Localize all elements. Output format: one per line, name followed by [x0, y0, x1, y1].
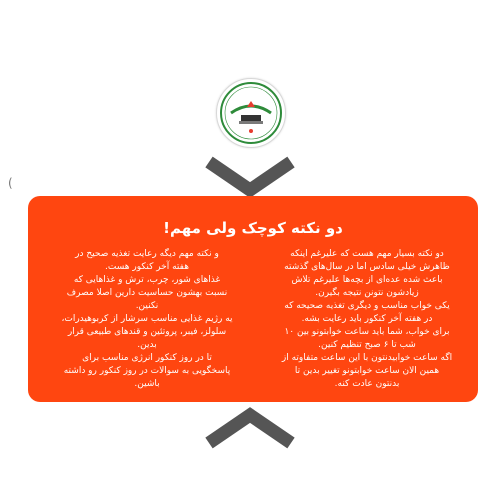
text-line: برای خواب، شما باید ساعت خوابتونو بین ۱۰ [284, 327, 450, 337]
text-line: دو نکته بسیار مهم هست که علیرغم اینکه [290, 249, 444, 259]
left-column [48, 248, 246, 391]
chevron-up-icon [201, 405, 299, 449]
chevron-down-icon [201, 156, 299, 200]
text-line: بدنتون عادت کنه. [334, 379, 400, 389]
text-line: بدین. [137, 340, 157, 350]
text-line: شب تا ۶ صبح تنظیم کنین. [318, 340, 416, 350]
right-column [268, 248, 466, 391]
text-line: هفته آخر کنکور هست. [105, 262, 189, 272]
text-line: زیادشون نتونن نتیجه بگیرن. [315, 288, 419, 298]
text-line: باشین. [134, 379, 160, 389]
logo-emblem [217, 79, 285, 147]
text-line: اگه ساعت خوابیدنتون با این ساعت متفاوته از [281, 353, 453, 363]
text-line: نسبت بهشون حساسیت دارین اصلا مصرف [66, 288, 228, 298]
text-line: باعث شده عده‌ای از بچه‌ها علیرغم تلاش [291, 275, 443, 285]
decorative-mark: ( [8, 176, 13, 190]
text-line: تا در روز کنکور انرژی مناسب برای [82, 353, 212, 363]
text-line: همین الان ساعت خوابتونو تغییر بدین تا [294, 366, 440, 376]
logo [216, 78, 286, 148]
text-line: غذاهای شور، چرب، ترش و غذاهایی که [73, 275, 221, 285]
text-line: سلولز، فیبر، پروتئین و قندهای طبیعی قرار [67, 327, 227, 337]
text-line: یه رژیم غذایی مناسب سرشار از کربوهیدرات، [61, 314, 233, 324]
text-line: ظاهرش خیلی سادس اما در سال‌های گذشته [284, 262, 450, 272]
content-card [28, 196, 478, 402]
text-line: و نکته مهم دیگه رعایت تغذیه صحیح در [75, 249, 219, 259]
text-line: یکی خواب مناسب و دیگری تغذیه صحیحه که [284, 301, 450, 311]
text-line: در هفته آخر کنکور باید رعایت بشه. [301, 314, 433, 324]
text-line: نکنین. [135, 301, 159, 311]
card-title: دو نکته کوچک ولی مهم! [163, 219, 343, 237]
text-line: پاسخگویی به سوالات در روز کنکور رو داشته [63, 366, 231, 376]
